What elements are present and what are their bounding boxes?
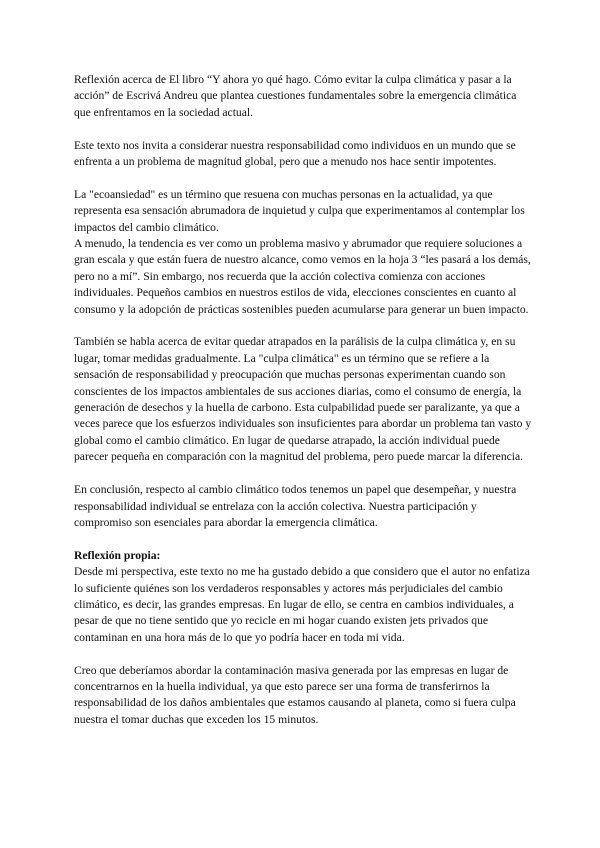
climate-guilt-paragraph: También se habla acerca de evitar quedar atrapados en la parálisis de la culpa climática y, en su lugar, tomar medidas gradualmente. La "culpa climática" es un término que se refiere a la sensación de responsabilidad y preocupación que muchas personas experimentan cuando son conscientes de los impactos ambientales de sus acciones diarias, como el consumo de energía, la generación de desechos y la huella de carbono. Esta culpabilidad puede ser paralizante, ya que a veces parece que los esfuerzos individuales son insuficientes para abordar un problema tan vasto y global como el cambio climático. En lugar de quedarse atrapado, la acción individual puede parecer pequeña en comparación con la magnitud del problema, pero puede marcar la diferencia. <box>74 335 532 464</box>
individual-action-paragraph: A menudo, la tendencia es ver como un problema masivo y abrumador que requiere soluciones a gran escala y que están fuera de nuestro alcance, como vemos en la hoja 3 “les pasará a los demás, pero no a mí”. Sin embargo, nos recuerda que la acción colectiva comienza con acciones individuales. Pequeños cambios en nuestros estilos de vida, elecciones conscientes en cuanto al consumo y la adopción de prácticas sostenibles pueden acumularse para generar un buen impacto. <box>74 237 531 316</box>
reflection-paragraph-2: Creo que deberíamos abordar la contaminación masiva generada por las empresas en lugar de concentrarnos en la huella individual, ya que esto parece ser una forma de transferirnos la responsabilidad de los daños ambientales que estamos causando al planeta, como si fuera culpa nuestra el tomar duchas que exceden los 15 minutos. <box>74 663 516 726</box>
ecoanxiety-paragraph: La "ecoansiedad" es un término que resuena con muchas personas en la actualidad, ya que representa esa sensación abrumadora de inquietud y culpa que experimentamos al contemplar los impactos del cambio climático. <box>74 187 525 234</box>
intro-paragraph: Reflexión acerca de El libro “Y ahora yo qué hago. Cómo evitar la culpa climática y pasar a la acción” de Escrivá Andreu que plantea cuestiones fundamentales sobre la emergencia climática que enfrentamos en la sociedad actual. <box>74 73 517 119</box>
reflection-paragraph-1: Desde mi perspectiva, este texto no me ha gustado debido a que considero que el autor no enfatiza lo suficiente quiénes son los verdaderos responsables y actores más perjudiciales del cambio climático, es decir, las grandes empresas. En lugar de ello, se centra en cambios individuales, a pesar de que no tiene sentido que yo recicle en mi hogar cuando existen jets privados que contaminan en una hora más de lo que yo podría hacer en toda mi vida. <box>74 565 530 644</box>
responsibility-paragraph: Este texto nos invita a considerar nuestra responsabilidad como individuos en un mundo que se enfrenta a un problema de magnitud global, pero que a menudo nos hace sentir impotentes. <box>74 138 516 169</box>
conclusion-paragraph: En conclusión, respecto al cambio climático todos tenemos un papel que desempeñar, y nuestra responsabilidad individual se entrelaza con la acción colectiva. Nuestra participación y compromiso son esenciales para abordar la emergencia climática. <box>74 483 517 529</box>
reflection-heading: Reflexión propia: <box>74 548 161 562</box>
